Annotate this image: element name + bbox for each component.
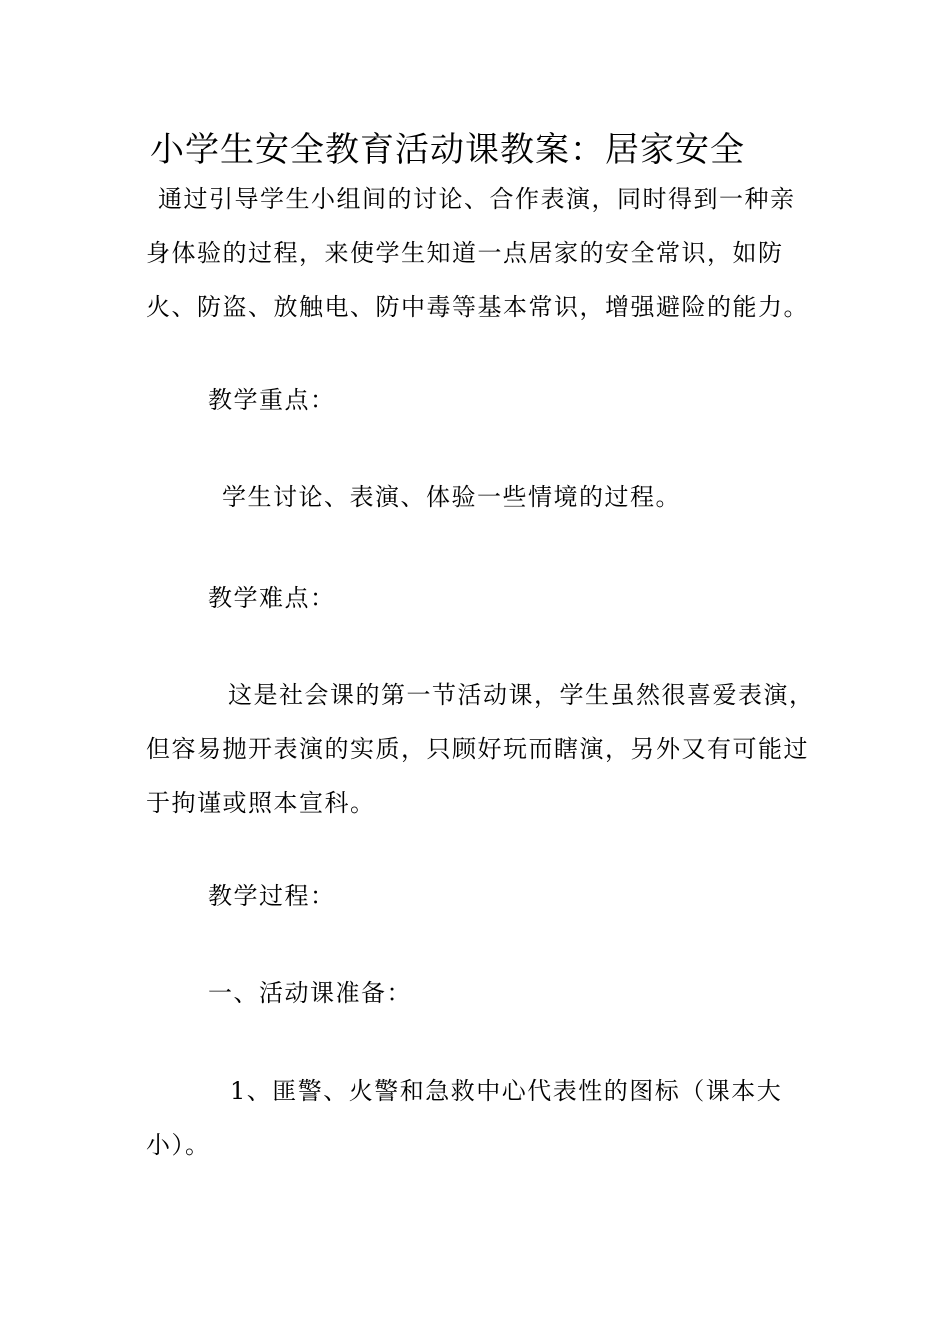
- section-one-heading: 一、活动课准备：: [208, 979, 412, 1007]
- intro-paragraph: 通过引导学生小组间的讨论、合作表演，同时得到一种亲身体验的过程，来使学生知道一点居家的安全常识，如防火、防盗、放触电、防中毒等基本常识，增强避险的能力。: [146, 185, 809, 321]
- list-item-one: 1、匪警、火警和急救中心代表性的图标（课本大小）。: [146, 1077, 783, 1159]
- difficulties-text: 这是社会课的第一节活动课，学生虽然很喜爱表演，但容易抛开表演的实质，只顾好玩而瞎演，另外又有可能过于拘谨或照本宣科。: [146, 681, 815, 817]
- key-points-text: 学生讨论、表演、体验一些情境的过程。: [222, 483, 681, 511]
- difficulties-heading: 教学难点：: [208, 584, 336, 612]
- process-heading: 教学过程：: [208, 882, 336, 910]
- document-title: 小学生安全教育活动课教案：居家安全: [150, 130, 745, 170]
- key-points-heading: 教学重点：: [208, 386, 336, 414]
